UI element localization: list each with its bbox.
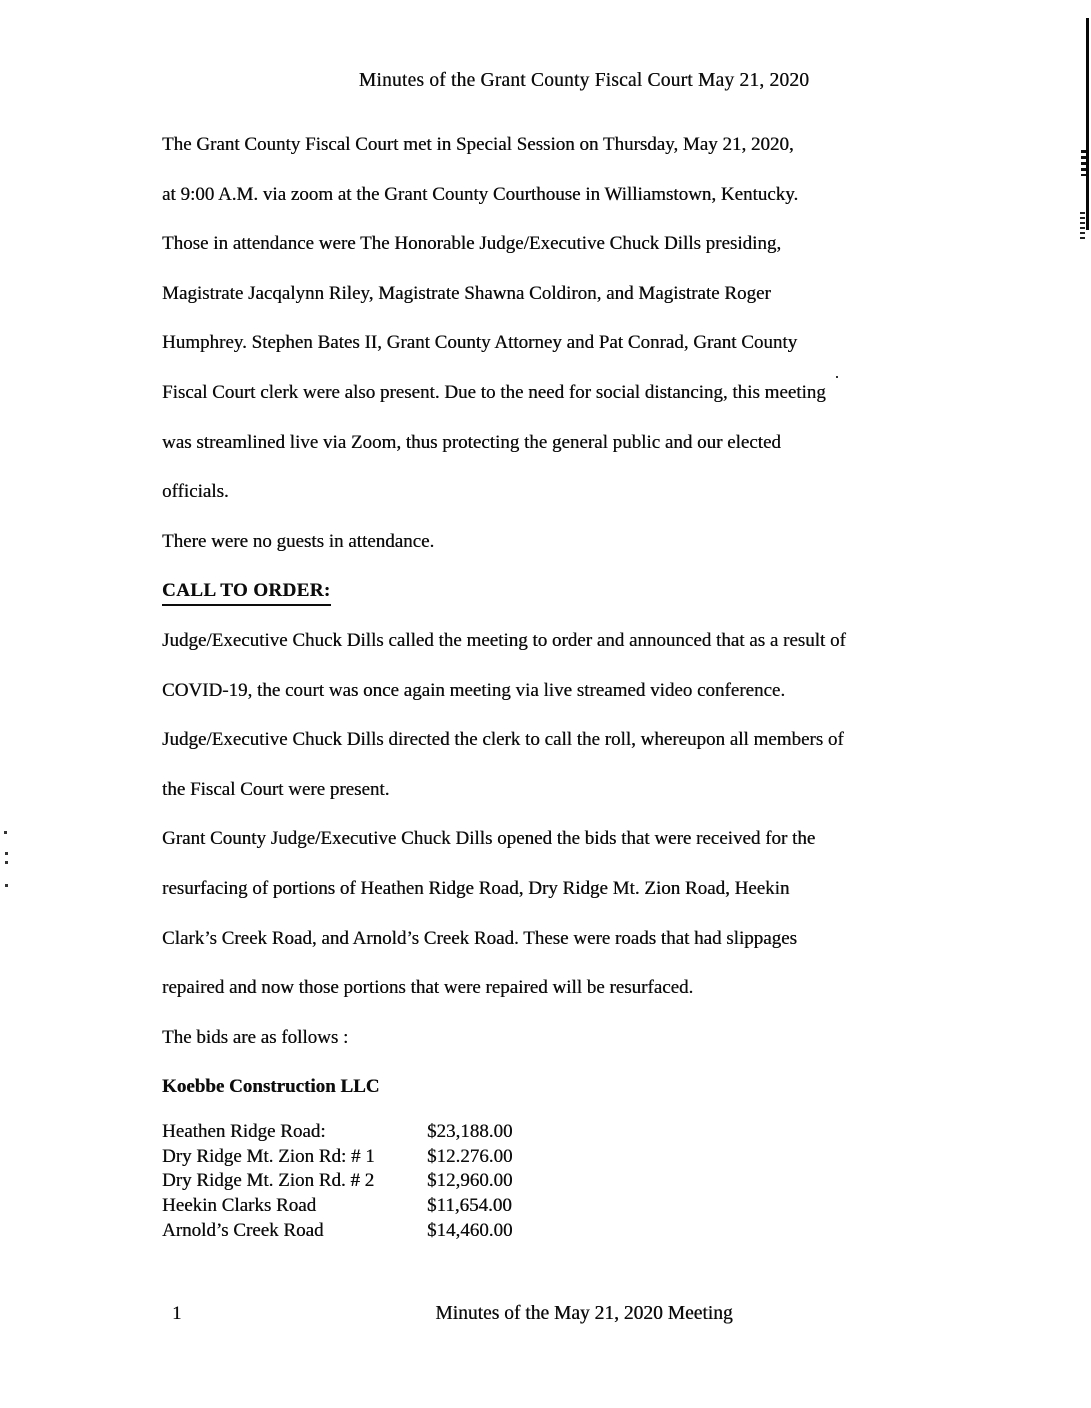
text-line: repaired and now those portions that were repaired will be resurfaced.: [162, 977, 694, 999]
bid-row: [162, 1145, 992, 1170]
bid-road-name: Heekin Clarks Road: [162, 1195, 317, 1217]
bid-list: [162, 1120, 992, 1243]
bid-road-name: Arnold’s Creek Road: [162, 1219, 324, 1241]
text-line: was streamlined live via Zoom, thus protecting the general public and our elected: [162, 431, 781, 453]
bid-row: [162, 1219, 992, 1244]
text-line: Judge/Executive Chuck Dills directed the clerk to call the roll, whereupon all members of: [162, 729, 844, 751]
document-title: Minutes of the Grant County Fiscal Court May 21, 2020: [358, 70, 810, 91]
scan-artifact-speck: [836, 376, 838, 378]
bid-amount: $14,460.00: [427, 1219, 513, 1241]
scan-artifact-speck: [5, 852, 8, 855]
text-line: Fiscal Court clerk were also present. Due to the need for social distancing, this meeting: [162, 381, 826, 403]
scan-artifact-speck: [4, 831, 7, 834]
call-to-order-section-heading: [162, 579, 992, 629]
bid-amount: $11,654.00: [427, 1195, 512, 1217]
call-to-order-heading: CALL TO ORDER:: [162, 579, 331, 606]
scan-artifact-edge-dashes: [1081, 150, 1086, 176]
text-line: There were no guests in attendance.: [162, 530, 435, 552]
bid-row: [162, 1194, 992, 1219]
bid-amount: $23,188.00: [427, 1121, 513, 1143]
bid-road-name: Heathen Ridge Road:: [162, 1121, 326, 1143]
text-line: Judge/Executive Chuck Dills called the meeting to order and announced that as a result of: [162, 629, 846, 651]
scan-artifact-edge-dashes: [1080, 212, 1085, 242]
bid-road-name: Dry Ridge Mt. Zion Rd. # 2: [162, 1170, 375, 1192]
text-line: The Grant County Fiscal Court met in Special Session on Thursday, May 21, 2020,: [162, 134, 794, 155]
bid-amount: $12.276.00: [427, 1145, 513, 1167]
text-line: resurfacing of portions of Heathen Ridge Road, Dry Ridge Mt. Zion Road, Heekin: [162, 877, 790, 899]
text-line: Those in attendance were The Honorable Judge/Executive Chuck Dills presiding,: [162, 233, 782, 255]
text-line: the Fiscal Court were present.: [162, 778, 390, 800]
bid-row: [162, 1169, 992, 1194]
call-to-order-paragraph: [162, 629, 992, 1075]
scan-artifact-speck: [5, 861, 8, 864]
bid-road-name: Dry Ridge Mt. Zion Rd: # 1: [162, 1145, 375, 1167]
page-number: 1: [172, 1303, 182, 1324]
bid-row: [162, 1120, 992, 1145]
scan-artifact-edge-line: [1086, 18, 1089, 230]
text-line: COVID-19, the court was once again meeting via live streamed video conference.: [162, 679, 786, 701]
text-line: at 9:00 A.M. via zoom at the Grant County Courthouse in Williamstown, Kentucky.: [162, 183, 799, 205]
text-line: Humphrey. Stephen Bates II, Grant County Attorney and Pat Conrad, Grant County: [162, 332, 798, 354]
intro-paragraph: [162, 133, 992, 579]
scan-artifact-speck: [5, 884, 8, 887]
bid-amount: $12,960.00: [427, 1170, 513, 1192]
footer-caption: Minutes of the May 21, 2020 Meeting: [435, 1303, 733, 1324]
text-line: Clark’s Creek Road, and Arnold’s Creek Road. These were roads that had slippages: [162, 927, 797, 949]
text-line: Grant County Judge/Executive Chuck Dills opened the bids that were received for the: [162, 828, 816, 850]
text-line: officials.: [162, 481, 229, 503]
bidder-name: Koebbe Construction LLC: [162, 1076, 380, 1098]
text-line: Magistrate Jacqalynn Riley, Magistrate Shawna Coldiron, and Magistrate Roger: [162, 282, 771, 304]
document-body: [162, 133, 992, 1243]
text-line: The bids are as follows :: [162, 1026, 349, 1048]
